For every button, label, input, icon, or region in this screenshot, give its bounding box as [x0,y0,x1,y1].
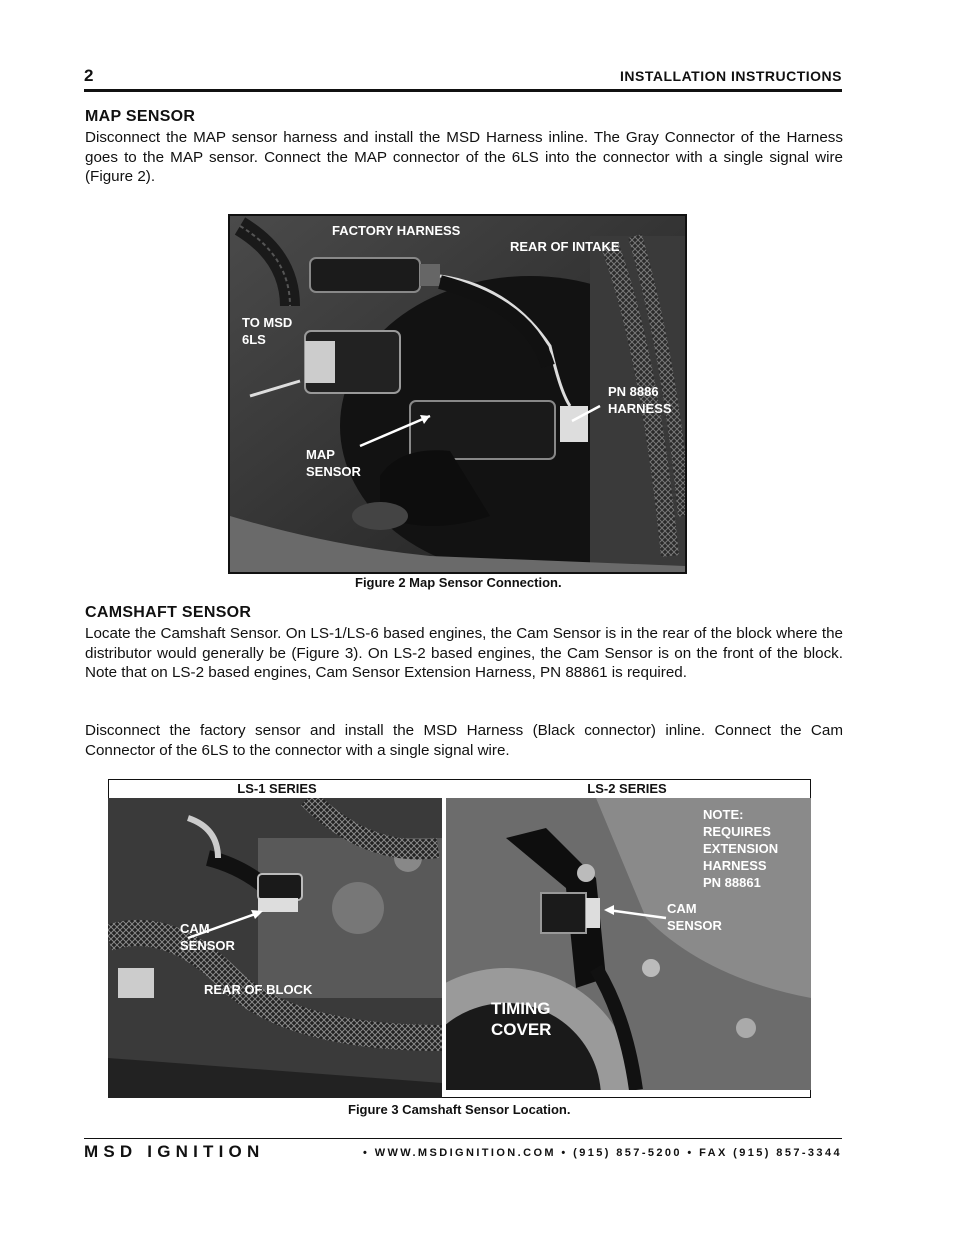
label-note-extension-harness: NOTE: REQUIRES EXTENSION HARNESS PN 88861 [703,807,779,890]
map-sensor-paragraph: Disconnect the MAP sensor harness and install the MSD Harness inline. The Gray Connector of the Harness goes to the MAP sensor. Connect the MAP connector of the 6LS into the connector with a single signal wire (Figure 2). [85,129,843,185]
figure2-caption: Figure 2 Map Sensor Connection. [355,575,562,590]
label-to-msd-6ls: TO MSD 6LS [242,315,293,347]
camshaft-paragraph-2: Disconnect the factory sensor and install the MSD Harness (Black connector) inline. Connect the Cam Connector of the 6LS to the connector with a single signal wire. [85,722,843,759]
footer-brand: MSD IGNITION [84,1142,265,1161]
ls1-photo-illustration [108,798,442,1098]
camshaft-sensor-heading: CAMSHAFT SENSOR [85,604,252,621]
label-cam-sensor-ls2: CAM SENSOR [667,901,722,933]
header-title: INSTALLATION INSTRUCTIONS [620,68,842,84]
map-sensor-heading: MAP SENSOR [85,108,196,125]
figure3-ls1-photo [108,798,442,1098]
footer-contact: • WWW.MSDIGNITION.COM • (915) 857-5200 • FAX (915) 857-3344 [363,1147,842,1159]
ls2-series-title: LS-2 SERIES [587,781,667,796]
label-rear-of-intake: REAR OF INTAKE [510,239,620,254]
page-footer [84,1142,842,1164]
label-map-sensor: MAP SENSOR [306,447,361,479]
ls1-series-title: LS-1 SERIES [237,781,317,796]
figure3-ls2-photo [446,798,811,1090]
figure3-caption: Figure 3 Camshaft Sensor Location. [348,1102,571,1117]
camshaft-paragraph-1: Locate the Camshaft Sensor. On LS-1/LS-6 based engines, the Cam Sensor is in the rear of the block where the distributor would generally be (Figure 3). On LS-2 based engines, the Cam Sensor is on the front of the block. Note that on LS-2 based engines, Cam Sensor Extension Harness, PN 88861 is required. [85,625,843,681]
page-number: 2 [84,66,94,85]
label-factory-harness: FACTORY HARNESS [332,223,461,238]
label-cam-sensor-ls1: CAM SENSOR [180,921,235,953]
label-pn-8886-harness: PN 8886 HARNESS [608,384,672,416]
label-timing-cover: TIMING COVER [491,999,552,1039]
footer-rule [84,1138,842,1139]
figure2-photo [228,214,687,574]
label-rear-of-block: REAR OF BLOCK [204,982,313,997]
page-header [84,66,842,92]
